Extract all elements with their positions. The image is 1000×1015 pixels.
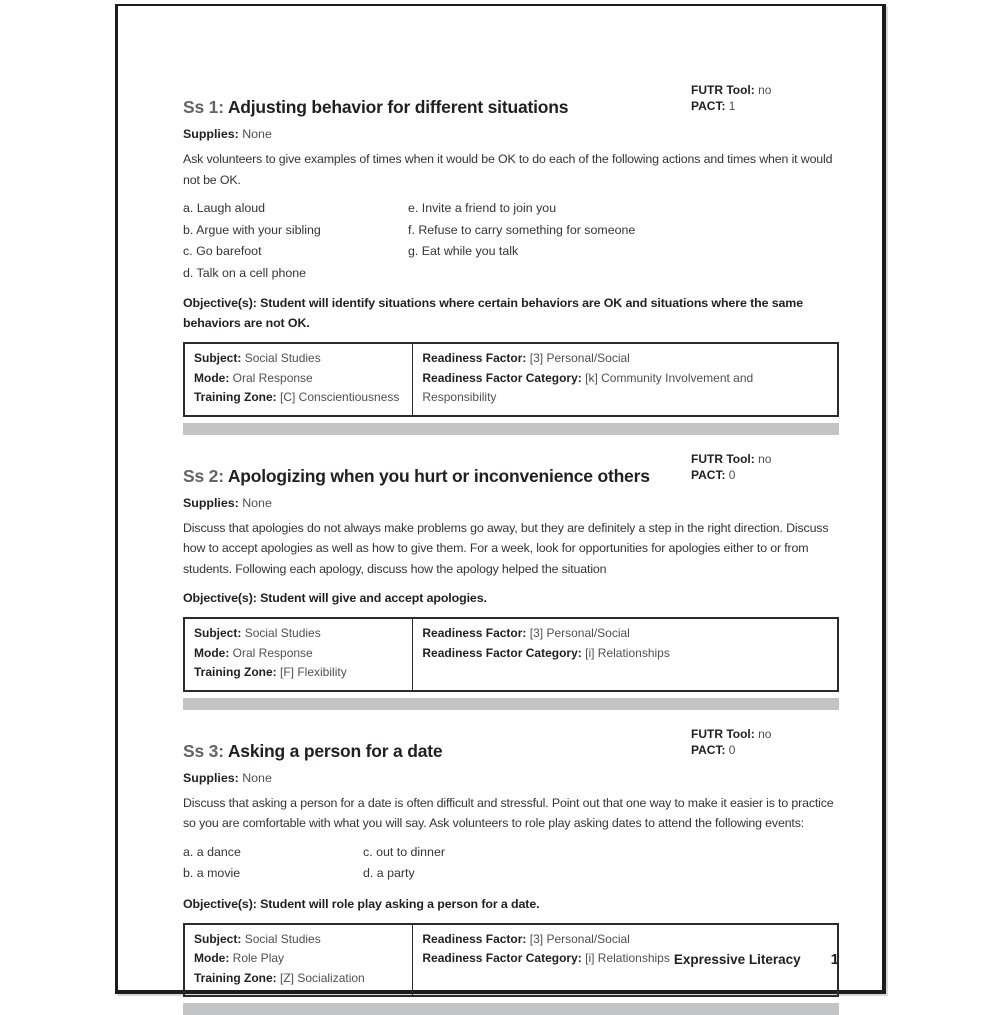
training-zone-line: [194, 969, 403, 989]
section-heading: [183, 465, 650, 487]
mode-value: Oral Response: [233, 646, 313, 660]
readiness-factor-label: Readiness Factor:: [422, 626, 526, 640]
pact-label: PACT:: [691, 468, 725, 482]
section-divider-bar: [183, 423, 839, 435]
pact-label: PACT:: [691, 743, 725, 757]
lesson-section-2: [183, 451, 839, 710]
list-item: c. Go barefoot: [183, 241, 408, 263]
section-header: [183, 726, 839, 762]
readiness-category-label: Readiness Factor Category:: [422, 371, 581, 385]
training-zone-label: Training Zone:: [194, 971, 277, 985]
training-zone-label: Training Zone:: [194, 390, 277, 404]
list-item: d. a party: [363, 863, 445, 885]
readiness-category-line: [422, 644, 828, 664]
table-cell-right: [413, 618, 838, 691]
section-number: Ss 1:: [183, 97, 224, 117]
section-title: Asking a person for a date: [228, 741, 443, 761]
table-cell-left: [184, 618, 413, 691]
section-number: Ss 2:: [183, 466, 224, 486]
readiness-category-line: [422, 369, 828, 408]
list-column-2: [363, 842, 445, 885]
supplies-line: [183, 494, 839, 512]
book-title: Expressive Literacy: [674, 952, 801, 967]
subject-label: Subject:: [194, 351, 241, 365]
subject-label: Subject:: [194, 932, 241, 946]
readiness-factor-value: [3] Personal/Social: [530, 932, 630, 946]
readiness-factor-value: [3] Personal/Social: [530, 626, 630, 640]
readiness-factor-line: [422, 930, 828, 950]
lesson-info-table: [183, 342, 839, 417]
readiness-category-label: Readiness Factor Category:: [422, 951, 581, 965]
readiness-factor-label: Readiness Factor:: [422, 932, 526, 946]
section-description: Discuss that apologies do not always make problems go away, but they are definitely a step in the right direction. Discuss how to accept apologies as well as how to give them. For a week, look for opportunities for apologies either to or from students. Following each apology, discuss how the apology helped the situation: [183, 518, 839, 580]
pact-line: [691, 98, 839, 114]
section-divider-bar: [183, 698, 839, 710]
readiness-factor-line: [422, 624, 828, 644]
futr-tool-line: [691, 451, 839, 467]
section-heading: [183, 740, 442, 762]
readiness-category-value: [i] Relationships: [585, 951, 670, 965]
futr-tool-line: [691, 82, 839, 98]
page-content: [183, 82, 839, 1015]
readiness-category-value: [k] Community Involvement and Responsibility: [422, 371, 753, 405]
table-row: [184, 618, 838, 691]
futr-tool-line: [691, 726, 839, 742]
mode-line: [194, 949, 403, 969]
section-heading: [183, 96, 568, 118]
mode-line: [194, 644, 403, 664]
readiness-factor-label: Readiness Factor:: [422, 351, 526, 365]
section-header: [183, 82, 839, 118]
supplies-label: Supplies:: [183, 127, 239, 141]
training-zone-value: [F] Flexibility: [280, 665, 347, 679]
mode-label: Mode:: [194, 646, 229, 660]
list-item: g. Eat while you talk: [408, 241, 635, 263]
example-list: [183, 198, 839, 284]
list-item: f. Refuse to carry something for someone: [408, 220, 635, 242]
list-item: a. a dance: [183, 842, 363, 864]
futr-tool-value: no: [758, 452, 771, 466]
supplies-label: Supplies:: [183, 771, 239, 785]
list-column-2: [408, 198, 635, 284]
readiness-factor-line: [422, 349, 828, 369]
pact-value: 0: [729, 468, 736, 482]
subject-value: Social Studies: [245, 626, 321, 640]
list-column-1: [183, 842, 363, 885]
lesson-section-3: [183, 726, 839, 1015]
subject-value: Social Studies: [245, 351, 321, 365]
supplies-line: [183, 125, 839, 143]
list-column-1: [183, 198, 408, 284]
mode-value: Role Play: [233, 951, 284, 965]
section-title: Adjusting behavior for different situations: [228, 97, 568, 117]
subject-label: Subject:: [194, 626, 241, 640]
readiness-category-label: Readiness Factor Category:: [422, 646, 581, 660]
section-divider-bar: [183, 1003, 839, 1015]
objective-line: Objective(s): Student will role play asking a person for a date.: [183, 894, 839, 914]
supplies-value: None: [242, 771, 272, 785]
readiness-category-value: [i] Relationships: [585, 646, 670, 660]
futr-tool-label: FUTR Tool:: [691, 452, 755, 466]
table-row: [184, 343, 838, 416]
pact-line: [691, 742, 839, 758]
section-meta: [691, 451, 839, 483]
pact-value: 0: [729, 743, 736, 757]
supplies-label: Supplies:: [183, 496, 239, 510]
list-item: c. out to dinner: [363, 842, 445, 864]
table-cell-left: [184, 343, 413, 416]
supplies-value: None: [242, 127, 272, 141]
supplies-line: [183, 769, 839, 787]
futr-tool-value: no: [758, 727, 771, 741]
supplies-value: None: [242, 496, 272, 510]
page-footer: [674, 951, 839, 968]
list-item: d. Talk on a cell phone: [183, 263, 408, 285]
subject-value: Social Studies: [245, 932, 321, 946]
mode-label: Mode:: [194, 951, 229, 965]
training-zone-value: [Z] Socialization: [280, 971, 365, 985]
section-title: Apologizing when you hurt or inconvenience others: [228, 466, 650, 486]
section-number: Ss 3:: [183, 741, 224, 761]
example-list: [183, 842, 839, 885]
pact-label: PACT:: [691, 99, 725, 113]
section-description: Ask volunteers to give examples of times when it would be OK to do each of the following actions and times when it would not be OK.: [183, 149, 839, 190]
futr-tool-value: no: [758, 83, 771, 97]
table-cell-left: [184, 924, 413, 997]
futr-tool-label: FUTR Tool:: [691, 83, 755, 97]
training-zone-label: Training Zone:: [194, 665, 277, 679]
objective-line: Objective(s): Student will identify situations where certain behaviors are OK and situations where the same behaviors are not OK.: [183, 293, 839, 333]
objective-line: Objective(s): Student will give and accept apologies.: [183, 588, 839, 608]
document-page: [115, 4, 886, 994]
list-item: b. Argue with your sibling: [183, 220, 408, 242]
training-zone-line: [194, 663, 403, 683]
section-description: Discuss that asking a person for a date is often difficult and stressful. Point out that one way to make it easier is to practice so you are comfortable with what you will say. Ask volunteers to role play asking dates to attend the following events:: [183, 793, 839, 834]
section-meta: [691, 82, 839, 114]
training-zone-line: [194, 388, 403, 408]
mode-label: Mode:: [194, 371, 229, 385]
page-number: 1: [831, 951, 839, 968]
list-item: e. Invite a friend to join you: [408, 198, 635, 220]
pact-line: [691, 467, 839, 483]
mode-value: Oral Response: [233, 371, 313, 385]
lesson-section-1: [183, 82, 839, 435]
lesson-info-table: [183, 617, 839, 692]
futr-tool-label: FUTR Tool:: [691, 727, 755, 741]
readiness-factor-value: [3] Personal/Social: [530, 351, 630, 365]
section-meta: [691, 726, 839, 758]
subject-line: [194, 349, 403, 369]
mode-line: [194, 369, 403, 389]
section-header: [183, 451, 839, 487]
subject-line: [194, 624, 403, 644]
pact-value: 1: [729, 99, 736, 113]
list-item: a. Laugh aloud: [183, 198, 408, 220]
subject-line: [194, 930, 403, 950]
table-cell-right: [413, 343, 838, 416]
training-zone-value: [C] Conscientiousness: [280, 390, 399, 404]
list-item: b. a movie: [183, 863, 363, 885]
